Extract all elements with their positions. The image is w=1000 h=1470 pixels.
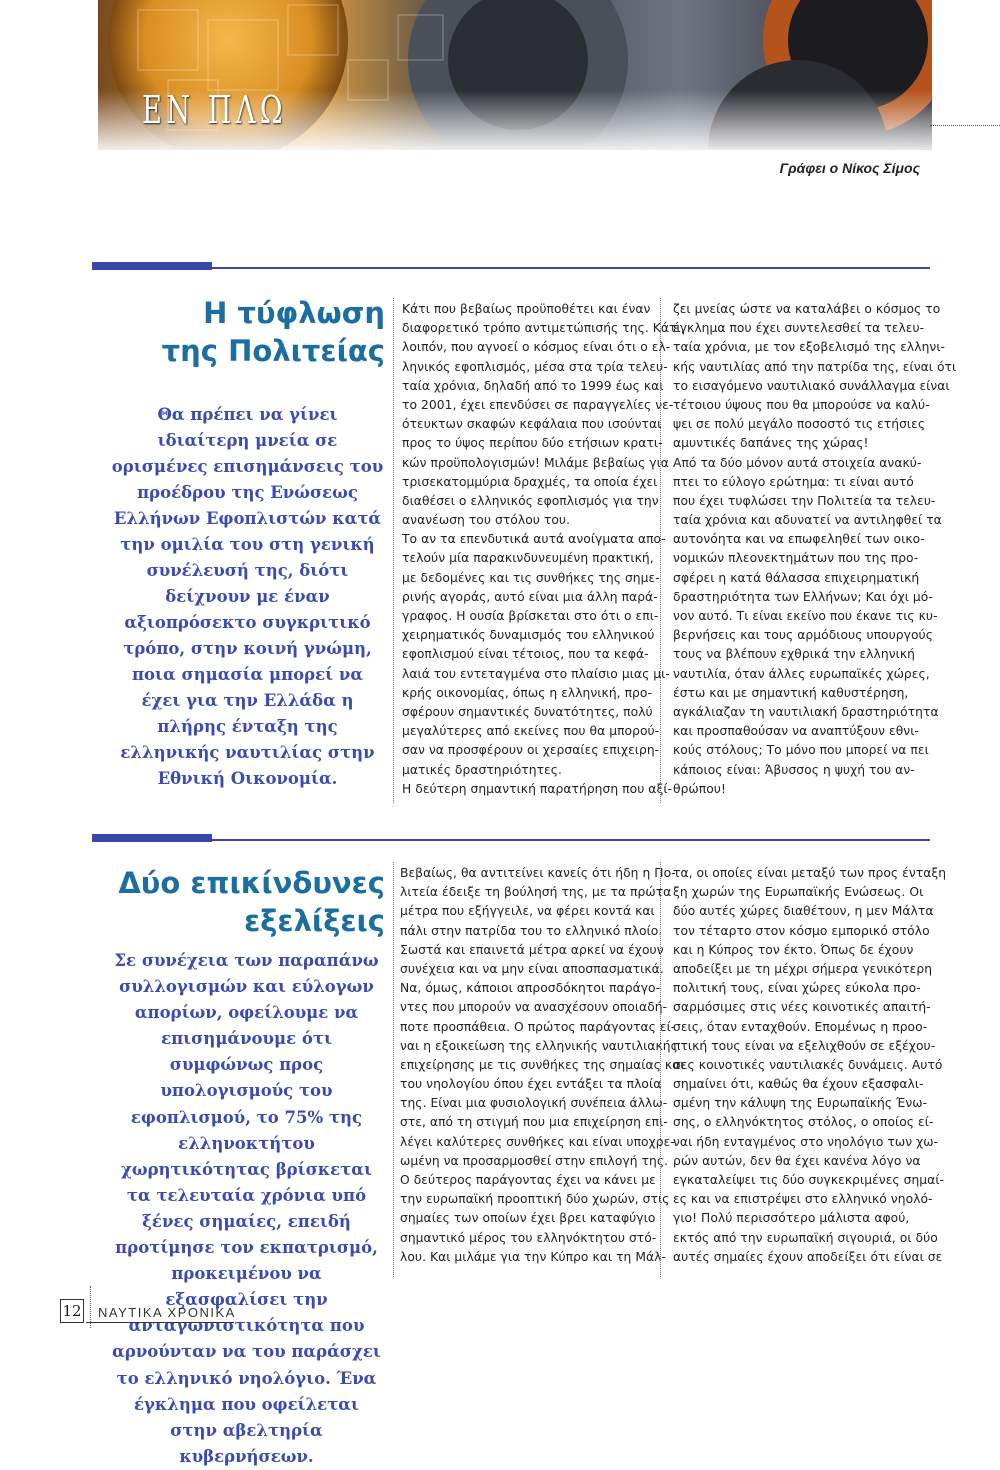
body-text-line: Από τα δύο μόνον αυτά στοιχεία ανακύ- [673,455,922,470]
body-text-line: νομικών πλεονεκτημάτων που της προ- [673,551,919,566]
header-dotted-rule [930,125,1000,126]
body-text-line: γραφος. Η ουσία βρίσκεται στο ότι ο επι- [402,609,659,623]
body-text-line: αυτές σημαίες έχουν αποδείξει ότι είναι σε [673,1249,943,1264]
body-text-line: αυτονόητα και να επωφεληθεί των οικο- [673,532,925,547]
body-text-line: βερνήσεις και τους αρμόδιους υπουργούς [673,628,933,643]
body-text-line: πάλι στην πατρίδα του το ελληνικό πλοίο. [400,923,663,938]
article1-headline-line1: Η τύφλωση [203,296,385,330]
body-text-line: το εισαγόμενο ναυτιλιακό συνάλλαγμα είναι [673,378,950,393]
body-text-line: μέτρα που εξήγγειλε, να φέρει κοντά και [400,904,655,919]
body-text-line: ντες που μπορούν να ανασχέσουν οποιαδή- [400,1000,668,1015]
page-number: 12 [60,1299,84,1323]
body-text-line: στε, από τη στιγμή που μια επιχείρηση επι- [400,1115,668,1130]
body-text-line: τον τέταρτο στον κόσμο εμπορικό στόλο [673,923,930,938]
body-text-line: διαθέσει ο ελληνικός εφοπλισμός για την [402,493,659,508]
body-text-line: Η δεύτερη σημαντική παρατήρηση που αξί- [402,781,673,796]
body-text-line: τέτοιου ύψους που θα μπορούσε να καλύ- [673,397,930,412]
body-text-line: σημαντικό μέρος του ελληνόκτητου στό- [400,1230,657,1245]
body-text-line: κών προϋπολογισμών! Μιλάμε βεβαίως για [402,455,669,470]
body-text-line: μεγαλύτερες από εκείνες που θα μπορού- [402,724,660,739]
body-text-line: εφοπλισμού είναι τέτοιος, που τα κεφά- [402,647,649,662]
body-text-line: αγκάλιαζαν τη ναυτιλιακή δραστηριότητα [673,704,939,719]
body-text-line: λου. Και μιλάμε για την Κύπρο και τη Μάλ- [400,1249,666,1264]
article1-lead: Θα πρέπει να γίνει ιδιαίτερη μνεία σε ορισμένες επισημάνσεις του προέδρου της Ενώσεως Ελλήνων Εφοπλιστών κατά την ομιλία του στη γενική συνέλευσή της, διότι δείχνουν με έναν αξιοπρόσεκτο συγκριτικό τρόπο, στην κοινή γνώμη, ποια σημασία μπορεί να έχει για την Ελλάδα η πλήρης ένταξη της ελληνικής ναυτιλίας στην Εθνική Οικονομία. [111,405,384,788]
article2-column-1 [400,866,685,1269]
body-text-line: και η Κύπρος τον έκτο. Όπως δε έχουν [673,942,914,957]
body-text-line: αποδείξει με τη μέχρι σήμερα γενικότερη [673,961,933,976]
article1-column-2 [673,302,957,801]
section-rule-1 [92,262,930,272]
body-text-line: ότευκτων σκαφών κεφάλαια που ισούνται [402,417,662,432]
body-text-line: σες κοινοτικές ναυτιλιακές δυνάμεις. Αυτό [673,1057,943,1072]
article1-column-1 [402,302,685,801]
body-text-line: ταία χρόνια, με τον εξοβελισμό της ελληνι- [673,340,946,355]
section-title: ΕΝ ΠΛΩ [142,88,287,132]
body-text-line: τρισεκατομμύρια δραχμές, τα οποία έχει [402,474,658,489]
body-text-line: σημαίες των οποίων έχει βρει καταφύγιο [400,1211,656,1226]
body-text-line: σης, ο ελληνόκτητος στόλος, ο οποίος εί- [673,1115,934,1130]
body-text-line: τα, οι οποίες είναι μεταξύ των προς ένταξη [673,866,947,880]
body-text-line: ταία χρόνια, δηλαδή από το 1999 έως και [402,378,664,393]
body-text-line: ες και να επιστρέψει στο ελληνικό νηολό- [673,1192,933,1207]
article2-headline [100,864,385,940]
body-text-line: που έχει τυφλώσει την Πολιτεία τα τελευ- [673,493,936,508]
body-text-line: και προσπαθούσαν να αναπτύξουν εθνι- [673,724,919,739]
body-text-line: Να, όμως, κάποιοι απροσδόκητοι παράγο- [400,981,661,996]
body-text-line: ναυτιλία, όταν άλλες ευρωπαϊκές χώρες, [673,666,930,681]
body-text-line: τελούν μία παρακινδυνευμένη πρακτική, [402,551,654,566]
body-text-line: με δεδομένες και τις συνθήκες της σημε- [402,570,660,585]
body-text-line: ζει μνείας ώστε να καταλάβει ο κόσμος το [673,302,941,316]
body-text-line: ξη χωρών της Ευρωπαϊκής Ενώσεως. Οι [673,885,924,900]
body-text-line: τους να βλέπουν εχθρικά την ελληνική [673,647,915,662]
body-text-line: Βεβαίως, θα αντιτείνει κανείς ότι ήδη η Πο- [400,866,676,880]
body-text-line: κούς στόλους; Το μόνο που μπορεί να πει [673,743,929,758]
body-text-line: Ο δεύτερος παράγοντας έχει να κάνει με [400,1173,656,1187]
body-text-line: το 2001, έχει επενδύσει σε παραγγελίες νε- [402,397,674,412]
column-separator [660,298,661,803]
body-text-line: Σωστά και επαινετά μέτρα αρκεί να έχουν [400,942,664,957]
body-text-line: ματικές δραστηριότητες. [402,762,562,777]
body-text-line: του νηολογίου όπου έχει εντάξει τα πλοία [400,1077,662,1092]
body-text-line: δραστηριότητα των Ελλήνων; Και όχι μό- [673,589,933,604]
body-text-line: πτική τους είναι να εξελιχθούν σε εξέχου- [673,1038,936,1053]
body-text-line: σημαίνει ότι, καθώς θα έχουν εξασφαλι- [673,1077,924,1092]
body-text-line: χειρηματικός δυναμισμός του ελληνικού [402,628,655,643]
body-text-line: σμένη την κάλυψη της Ευρωπαϊκής Ένω- [673,1096,928,1111]
body-text-line: νον αυτό. Τι είναι εκείνο που έκανε τις κυ- [673,609,938,623]
body-text-line: έστω και με σημαντική καθυστέρηση, [673,685,909,700]
body-text-line: ψει σε πολύ μεγάλο ποσοστό τις ετήσιες [673,417,926,432]
body-text-line: ναι η εξοικείωση της ελληνικής ναυτιλιακής [400,1038,678,1053]
body-text-line: έγκλημα που έχει συντελεσθεί τα τελευ- [673,321,925,336]
body-text-line: σφέρουν σημαντικές δυνατότητες, πολύ [402,704,653,719]
body-text-line: σεις, όταν ενταχθούν. Επομένως η προο- [673,1019,928,1034]
article2-headline-line2: εξελίξεις [244,904,385,938]
body-text-line: ωμένη να προσαρμοσθεί στην επιλογή της. [400,1153,669,1168]
body-text-line: πολιτική τους, είναι χώρες εύκολα προ- [673,981,921,996]
article1-headline [120,294,385,370]
body-text-line: ναι ήδη ενταγμένος στο νηολόγιο των χω- [673,1134,939,1149]
body-text-line: ρών αυτών, δεν θα έχει κανένα λόγο να [673,1153,921,1168]
body-text-line: κάποιος είναι: Άβυσσος η ψυχή του αν- [673,762,915,777]
body-text-line: την ευρωπαϊκή προοπτική δύο χωρών, στις [400,1192,670,1207]
body-text-line: ποτε προσπάθεια. Ο πρώτος παράγοντας εί- [400,1019,676,1034]
body-text-line: προς το ύψος περίπου δύο ετήσιων κρατι- [402,436,663,451]
body-text-line: συνέχεια και να μην είναι αποσπασματικά. [400,961,664,976]
body-text-line: θρώπου! [673,781,726,796]
body-text-line: κρής οικονομίας, όπως η ελληνική, προ- [402,685,652,700]
article2-column-2 [673,866,947,1269]
body-text-line: σαν να προσφέρουν οι χερσαίες επιχειρη- [402,743,660,758]
section-rule-2 [92,834,930,844]
body-text-line: Κάτι που βεβαίως προϋποθέτει και έναν [402,302,651,316]
body-text-line: πτει το εύλογο ερώτημα: τι είναι αυτό [673,474,914,489]
body-text-line: εγκαταλείψει τις δύο συγκεκριμένες σημαί- [673,1173,945,1187]
body-text-line: ρινής αγοράς, αυτό είναι μια άλλη παρά- [402,589,658,604]
body-text-line: αμυντικές δαπάνες της χώρας! [673,436,869,451]
article2-headline-line1: Δύο επικίνδυνες [118,866,385,900]
body-text-line: ανανέωση του στόλου του. [402,513,571,528]
body-text-line: λοιπόν, που αγνοεί ο κόσμος είναι ότι ο ελ- [402,340,671,355]
body-text-line: ταία χρόνια και αδυνατεί να αντιληφθεί τα [673,513,942,528]
body-text-line: σαρμόσιμες στις νέες κοινοτικές απαιτή- [673,1000,931,1015]
publication-name: ΝΑΥΤΙΚΑ ΧΡΟΝΙΚΑ [98,1305,236,1320]
body-text-line: επιχείρησης με τις συνθήκες της σημαίας και [400,1057,685,1072]
body-text-line: σφέρει η κατά θάλασσα επιχειρηματική [673,570,920,585]
article2-lead: Σε συνέχεια των παραπάνω συλλογισμών και εύλογων απορίων, οφείλουμε να επισημάνουμε ότι συμφώνως προς υπολογισμούς του εφοπλισμού, το 75% της ελληνοκτήτου χωρητικότητας βρίσκεται τα τελευταία χρόνια υπό ξένες σημαίες, επειδή προτίμησε τον εκπατρισμό, προκειμένου να εξασφαλίσει την ανταγωνιστικότητα που αρνούνταν να του παράσχει το ελληνικό νηολόγιο. Ένα έγκλημα που οφείλεται στην αβελτηρία κυβερνήσεων. [112,951,381,1466]
body-text-line: εκτός από την ευρωπαϊκή σιγουριά, οι δύο [673,1230,938,1245]
body-text-line: Το αν τα επενδυτικά αυτά ανοίγματα απο- [402,532,666,547]
byline: Γράφει ο Νίκος Σίμος [779,160,920,176]
body-text-line: δύο αυτές χώρες διαθέτουν, η μεν Μάλτα [673,904,934,919]
body-text-line: διαφορετικό τρόπο αντιμετώπισής της. Κάτι, [402,321,685,336]
article1-headline-line2: της Πολιτείας [161,334,385,368]
footer-rule [86,1322,234,1323]
body-text-line: λαιά του εντεταγμένα στο πλαίσιο μιας μι- [402,666,670,681]
column-separator [393,298,394,803]
body-text-line: κής ναυτιλίας από την πατρίδα της, είναι ότι [673,359,957,374]
body-text-line: λέγει καλύτερες συνθήκες και είναι υποχρε- [400,1134,675,1149]
column-separator [660,862,661,1277]
body-text-line: ληνικός εφοπλισμός, μέσα στα τρία τελευ- [402,359,668,374]
body-text-line: της. Είναι μια φυσιολογική συνέπεια άλλω- [400,1096,668,1111]
column-separator [393,862,394,1277]
body-text-line: λιτεία έδειξε τη βούλησή της, με τα πρώτα [400,885,672,900]
body-text-line: γιο! Πολύ περισσότερο μάλιστα αφού, [673,1211,910,1226]
